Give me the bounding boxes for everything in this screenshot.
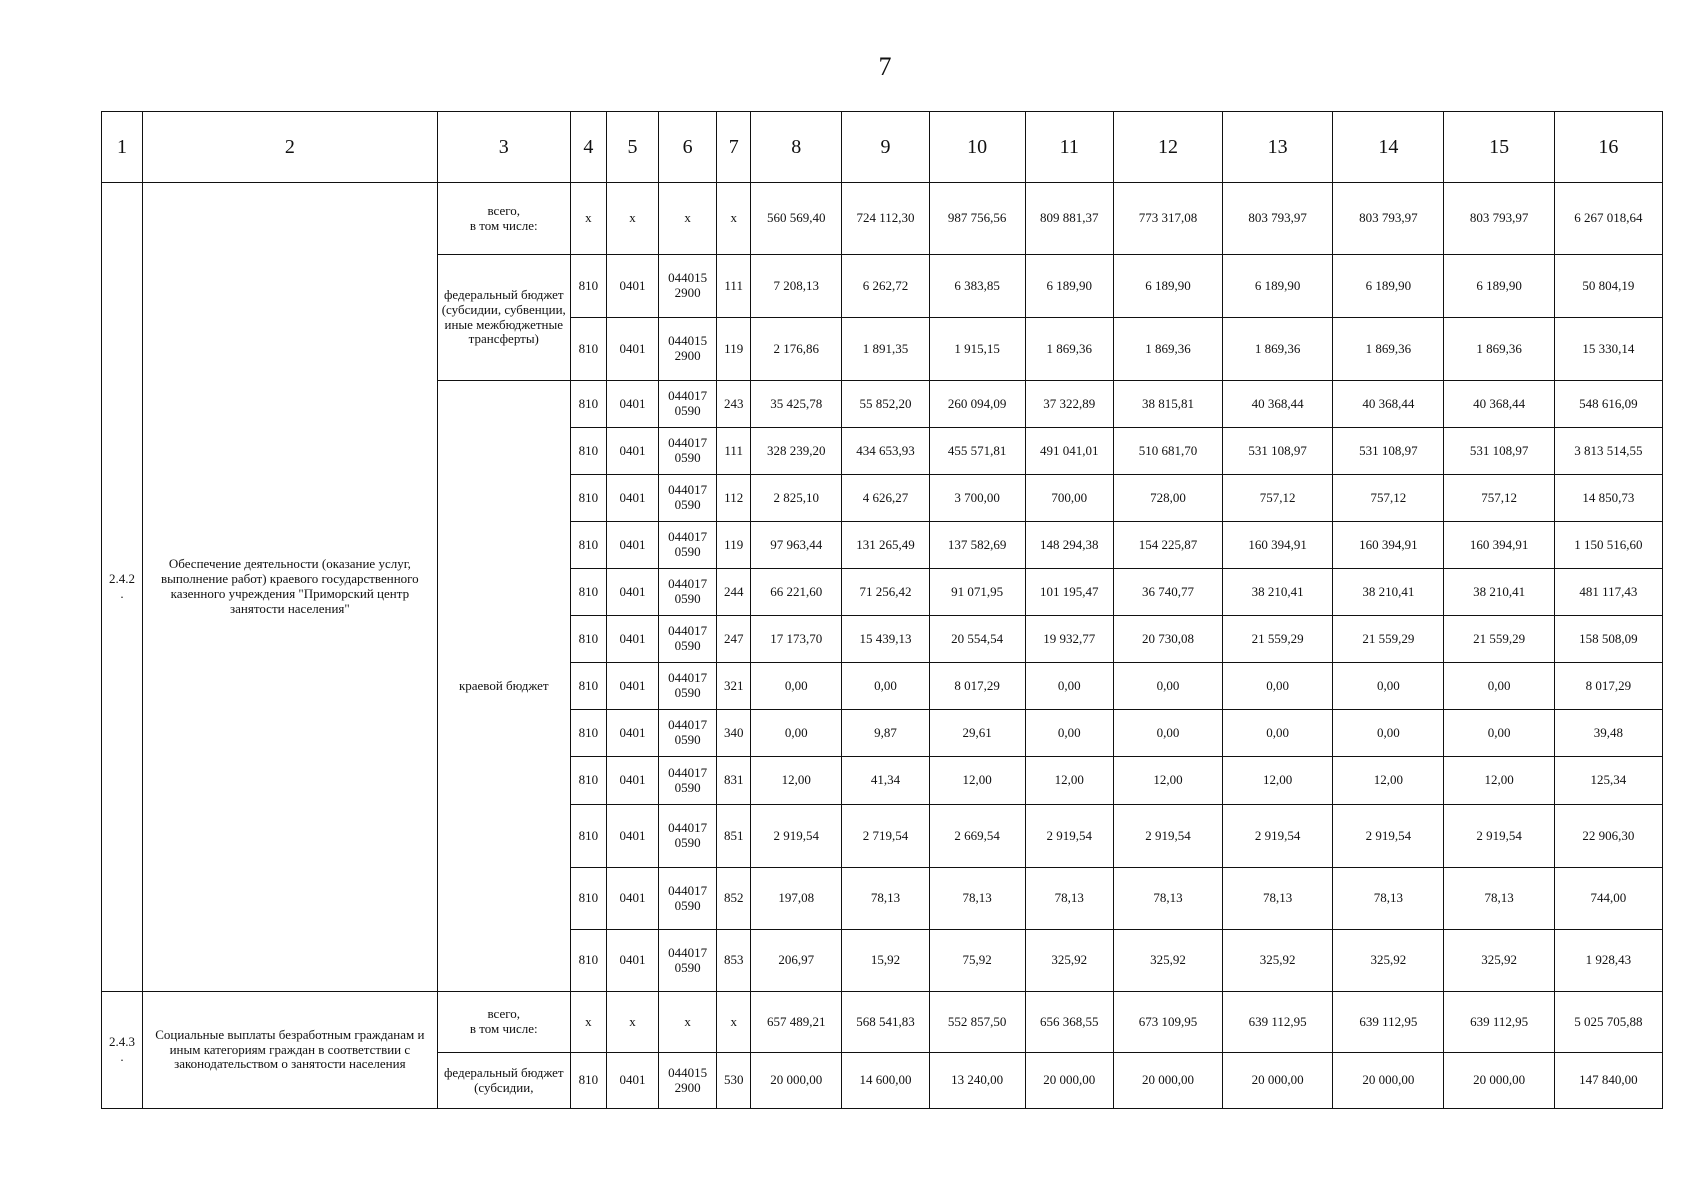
ministry-code: 810 xyxy=(570,318,606,381)
amount-cell: 20 000,00 xyxy=(751,1053,842,1109)
amount-cell: 510 681,70 xyxy=(1113,428,1222,475)
item-number-dot: . xyxy=(120,586,124,601)
expense-type-code: 119 xyxy=(717,522,751,569)
ministry-code: 810 xyxy=(570,428,606,475)
amount-cell: 0,00 xyxy=(1333,663,1444,710)
expense-type-code: 111 xyxy=(717,255,751,318)
amount-cell: 35 425,78 xyxy=(751,381,842,428)
expense-type-code: 244 xyxy=(717,569,751,616)
amount-cell: 2 919,54 xyxy=(1444,805,1554,868)
item-number-cell xyxy=(102,183,143,992)
ministry-code: 810 xyxy=(570,616,606,663)
amount-cell: 2 919,54 xyxy=(1025,805,1113,868)
amount-cell: 0,00 xyxy=(1113,710,1222,757)
amount-cell: 55 852,20 xyxy=(842,381,929,428)
section-code: 0401 xyxy=(606,805,658,868)
ministry-code: 810 xyxy=(570,868,606,930)
amount-cell: 154 225,87 xyxy=(1113,522,1222,569)
amount-cell: 40 368,44 xyxy=(1223,381,1333,428)
amount-cell: 15 330,14 xyxy=(1554,318,1662,381)
amount-cell: 434 653,93 xyxy=(842,428,929,475)
amount-cell: 8 017,29 xyxy=(1554,663,1662,710)
expense-type-code: 321 xyxy=(717,663,751,710)
column-header: 1 xyxy=(102,112,143,183)
amount-cell: 0,00 xyxy=(751,663,842,710)
amount-cell: 36 740,77 xyxy=(1113,569,1222,616)
target-article-code: x xyxy=(659,992,717,1053)
item-number-cell xyxy=(102,992,143,1109)
amount-cell: 325,92 xyxy=(1444,930,1554,992)
section-code: 0401 xyxy=(606,930,658,992)
column-header: 12 xyxy=(1113,112,1222,183)
column-header: 8 xyxy=(751,112,842,183)
expense-type-code: 243 xyxy=(717,381,751,428)
ministry-code: 810 xyxy=(570,522,606,569)
amount-cell: 491 041,01 xyxy=(1025,428,1113,475)
amount-cell: 531 108,97 xyxy=(1333,428,1444,475)
expense-type-code: 831 xyxy=(717,757,751,805)
amount-cell: 1 869,36 xyxy=(1025,318,1113,381)
amount-cell: 38 210,41 xyxy=(1444,569,1554,616)
amount-cell: 197,08 xyxy=(751,868,842,930)
amount-cell: 21 559,29 xyxy=(1444,616,1554,663)
amount-cell: 0,00 xyxy=(1025,663,1113,710)
column-header: 4 xyxy=(570,112,606,183)
amount-cell: 2 825,10 xyxy=(751,475,842,522)
amount-cell: 2 919,54 xyxy=(1333,805,1444,868)
amount-cell: 2 919,54 xyxy=(751,805,842,868)
amount-cell: 131 265,49 xyxy=(842,522,929,569)
amount-cell: 728,00 xyxy=(1113,475,1222,522)
section-code: 0401 xyxy=(606,757,658,805)
amount-cell: 12,00 xyxy=(1113,757,1222,805)
amount-cell: 0,00 xyxy=(1223,710,1333,757)
target-article-code: 044017 0590 xyxy=(659,569,717,616)
amount-cell: 206,97 xyxy=(751,930,842,992)
column-header: 15 xyxy=(1444,112,1554,183)
amount-cell: 19 932,77 xyxy=(1025,616,1113,663)
amount-cell: 78,13 xyxy=(842,868,929,930)
amount-cell: 1 869,36 xyxy=(1444,318,1554,381)
funding-source: федеральный бюджет (субсидии, xyxy=(437,1053,570,1109)
amount-cell: 673 109,95 xyxy=(1113,992,1222,1053)
target-article-code: x xyxy=(659,183,717,255)
ministry-code: 810 xyxy=(570,710,606,757)
amount-cell: 125,34 xyxy=(1554,757,1662,805)
amount-cell: 15,92 xyxy=(842,930,929,992)
column-header: 5 xyxy=(606,112,658,183)
amount-cell: 20 554,54 xyxy=(929,616,1025,663)
amount-cell: 39,48 xyxy=(1554,710,1662,757)
amount-cell: 6 189,90 xyxy=(1223,255,1333,318)
amount-cell: 12,00 xyxy=(1223,757,1333,805)
amount-cell: 21 559,29 xyxy=(1333,616,1444,663)
amount-cell: 8 017,29 xyxy=(929,663,1025,710)
amount-cell: 803 793,97 xyxy=(1333,183,1444,255)
ministry-code: 810 xyxy=(570,475,606,522)
amount-cell: 1 869,36 xyxy=(1333,318,1444,381)
amount-cell: 78,13 xyxy=(1223,868,1333,930)
amount-cell: 160 394,91 xyxy=(1223,522,1333,569)
amount-cell: 20 000,00 xyxy=(1223,1053,1333,1109)
amount-cell: 78,13 xyxy=(1333,868,1444,930)
column-header: 13 xyxy=(1223,112,1333,183)
amount-cell: 5 025 705,88 xyxy=(1554,992,1662,1053)
target-article-code: 044017 0590 xyxy=(659,710,717,757)
amount-cell: 12,00 xyxy=(751,757,842,805)
column-header: 2 xyxy=(143,112,438,183)
amount-cell: 657 489,21 xyxy=(751,992,842,1053)
amount-cell: 17 173,70 xyxy=(751,616,842,663)
amount-cell: 91 071,95 xyxy=(929,569,1025,616)
column-header: 16 xyxy=(1554,112,1662,183)
budget-table xyxy=(101,111,1663,1109)
amount-cell: 757,12 xyxy=(1333,475,1444,522)
amount-cell: 2 919,54 xyxy=(1113,805,1222,868)
target-article-code: 044015 2900 xyxy=(659,255,717,318)
expense-type-code: 852 xyxy=(717,868,751,930)
expense-type-code: 112 xyxy=(717,475,751,522)
column-header: 14 xyxy=(1333,112,1444,183)
amount-cell: 12,00 xyxy=(1025,757,1113,805)
amount-cell: 531 108,97 xyxy=(1223,428,1333,475)
section-code: 0401 xyxy=(606,255,658,318)
amount-cell: 6 189,90 xyxy=(1025,255,1113,318)
amount-cell: 41,34 xyxy=(842,757,929,805)
amount-cell: 148 294,38 xyxy=(1025,522,1113,569)
ministry-code: 810 xyxy=(570,1053,606,1109)
amount-cell: 560 569,40 xyxy=(751,183,842,255)
amount-cell: 6 267 018,64 xyxy=(1554,183,1662,255)
amount-cell: 724 112,30 xyxy=(842,183,929,255)
amount-cell: 97 963,44 xyxy=(751,522,842,569)
amount-cell: 6 189,90 xyxy=(1113,255,1222,318)
amount-cell: 0,00 xyxy=(1444,710,1554,757)
section-code: 0401 xyxy=(606,318,658,381)
amount-cell: 78,13 xyxy=(929,868,1025,930)
amount-cell: 552 857,50 xyxy=(929,992,1025,1053)
amount-cell: 14 850,73 xyxy=(1554,475,1662,522)
section-code: 0401 xyxy=(606,710,658,757)
amount-cell: 987 756,56 xyxy=(929,183,1025,255)
amount-cell: 6 189,90 xyxy=(1333,255,1444,318)
amount-cell: 40 368,44 xyxy=(1444,381,1554,428)
amount-cell: 6 262,72 xyxy=(842,255,929,318)
amount-cell: 6 189,90 xyxy=(1444,255,1554,318)
amount-cell: 38 210,41 xyxy=(1333,569,1444,616)
amount-cell: 260 094,09 xyxy=(929,381,1025,428)
ministry-code: x xyxy=(570,992,606,1053)
section-code: 0401 xyxy=(606,381,658,428)
target-article-code: 044015 2900 xyxy=(659,1053,717,1109)
amount-cell: 639 112,95 xyxy=(1223,992,1333,1053)
ministry-code: 810 xyxy=(570,663,606,710)
amount-cell: 66 221,60 xyxy=(751,569,842,616)
amount-cell: 14 600,00 xyxy=(842,1053,929,1109)
page-number: 7 xyxy=(878,52,892,81)
amount-cell: 13 240,00 xyxy=(929,1053,1025,1109)
amount-cell: 325,92 xyxy=(1025,930,1113,992)
target-article-code: 044017 0590 xyxy=(659,868,717,930)
amount-cell: 809 881,37 xyxy=(1025,183,1113,255)
amount-cell: 37 322,89 xyxy=(1025,381,1113,428)
amount-cell: 757,12 xyxy=(1223,475,1333,522)
amount-cell: 656 368,55 xyxy=(1025,992,1113,1053)
amount-cell: 1 869,36 xyxy=(1223,318,1333,381)
target-article-code: 044017 0590 xyxy=(659,930,717,992)
section-code: 0401 xyxy=(606,569,658,616)
amount-cell: 160 394,91 xyxy=(1444,522,1554,569)
ministry-code: 810 xyxy=(570,255,606,318)
expense-type-code: 111 xyxy=(717,428,751,475)
amount-cell: 50 804,19 xyxy=(1554,255,1662,318)
amount-cell: 20 000,00 xyxy=(1444,1053,1554,1109)
target-article-code: 044017 0590 xyxy=(659,616,717,663)
target-article-code: 044015 2900 xyxy=(659,318,717,381)
amount-cell: 481 117,43 xyxy=(1554,569,1662,616)
item-name: Социальные выплаты безработным гражданам и иным категориям граждан в соответствии с законодательством о занятости населения xyxy=(143,992,438,1109)
target-article-code: 044017 0590 xyxy=(659,757,717,805)
amount-cell: 0,00 xyxy=(1223,663,1333,710)
funding-source: краевой бюджет xyxy=(437,381,570,992)
section-code: 0401 xyxy=(606,616,658,663)
section-code: 0401 xyxy=(606,868,658,930)
target-article-code: 044017 0590 xyxy=(659,663,717,710)
amount-cell: 3 700,00 xyxy=(929,475,1025,522)
amount-cell: 160 394,91 xyxy=(1333,522,1444,569)
amount-cell: 700,00 xyxy=(1025,475,1113,522)
column-header: 10 xyxy=(929,112,1025,183)
amount-cell: 325,92 xyxy=(1333,930,1444,992)
section-code: x xyxy=(606,183,658,255)
section-code: 0401 xyxy=(606,475,658,522)
amount-cell: 158 508,09 xyxy=(1554,616,1662,663)
target-article-code: 044017 0590 xyxy=(659,805,717,868)
amount-cell: 548 616,09 xyxy=(1554,381,1662,428)
amount-cell: 20 000,00 xyxy=(1113,1053,1222,1109)
amount-cell: 78,13 xyxy=(1113,868,1222,930)
amount-cell: 21 559,29 xyxy=(1223,616,1333,663)
expense-type-code: 851 xyxy=(717,805,751,868)
target-article-code: 044017 0590 xyxy=(659,475,717,522)
expense-type-code: 247 xyxy=(717,616,751,663)
funding-source: всего, в том числе: xyxy=(437,992,570,1053)
amount-cell: 325,92 xyxy=(1223,930,1333,992)
amount-cell: 639 112,95 xyxy=(1333,992,1444,1053)
section-code: 0401 xyxy=(606,663,658,710)
amount-cell: 40 368,44 xyxy=(1333,381,1444,428)
amount-cell: 15 439,13 xyxy=(842,616,929,663)
column-header: 11 xyxy=(1025,112,1113,183)
amount-cell: 639 112,95 xyxy=(1444,992,1554,1053)
amount-cell: 773 317,08 xyxy=(1113,183,1222,255)
expense-type-code: 340 xyxy=(717,710,751,757)
amount-cell: 20 730,08 xyxy=(1113,616,1222,663)
amount-cell: 531 108,97 xyxy=(1444,428,1554,475)
amount-cell: 0,00 xyxy=(1333,710,1444,757)
ministry-code: 810 xyxy=(570,381,606,428)
table-row xyxy=(102,183,1663,255)
amount-cell: 1 891,35 xyxy=(842,318,929,381)
amount-cell: 1 869,36 xyxy=(1113,318,1222,381)
amount-cell: 12,00 xyxy=(929,757,1025,805)
item-number: 2.4.3 xyxy=(109,1034,136,1050)
amount-cell: 0,00 xyxy=(1025,710,1113,757)
section-code: 0401 xyxy=(606,428,658,475)
column-header: 6 xyxy=(659,112,717,183)
column-header: 3 xyxy=(437,112,570,183)
amount-cell: 38 210,41 xyxy=(1223,569,1333,616)
expense-type-code: x xyxy=(717,183,751,255)
table-row xyxy=(102,992,1663,1053)
amount-cell: 9,87 xyxy=(842,710,929,757)
amount-cell: 568 541,83 xyxy=(842,992,929,1053)
amount-cell: 147 840,00 xyxy=(1554,1053,1662,1109)
amount-cell: 137 582,69 xyxy=(929,522,1025,569)
amount-cell: 325,92 xyxy=(1113,930,1222,992)
item-number: 2.4.2 xyxy=(109,571,136,587)
amount-cell: 12,00 xyxy=(1333,757,1444,805)
amount-cell: 328 239,20 xyxy=(751,428,842,475)
amount-cell: 12,00 xyxy=(1444,757,1554,805)
amount-cell: 78,13 xyxy=(1444,868,1554,930)
amount-cell: 455 571,81 xyxy=(929,428,1025,475)
ministry-code: x xyxy=(570,183,606,255)
amount-cell: 0,00 xyxy=(1444,663,1554,710)
table-body xyxy=(102,112,1663,1109)
amount-cell: 2 176,86 xyxy=(751,318,842,381)
amount-cell: 78,13 xyxy=(1025,868,1113,930)
amount-cell: 803 793,97 xyxy=(1444,183,1554,255)
amount-cell: 1 928,43 xyxy=(1554,930,1662,992)
amount-cell: 2 919,54 xyxy=(1223,805,1333,868)
item-number-dot: . xyxy=(120,1049,124,1064)
amount-cell: 75,92 xyxy=(929,930,1025,992)
amount-cell: 6 383,85 xyxy=(929,255,1025,318)
section-code: 0401 xyxy=(606,1053,658,1109)
amount-cell: 1 150 516,60 xyxy=(1554,522,1662,569)
expense-type-code: 119 xyxy=(717,318,751,381)
expense-type-code: 853 xyxy=(717,930,751,992)
funding-source: федеральный бюджет (субсидии, субвенции, иные межбюджетные трансферты) xyxy=(437,255,570,381)
amount-cell: 0,00 xyxy=(751,710,842,757)
section-code: x xyxy=(606,992,658,1053)
ministry-code: 810 xyxy=(570,805,606,868)
ministry-code: 810 xyxy=(570,569,606,616)
amount-cell: 3 813 514,55 xyxy=(1554,428,1662,475)
target-article-code: 044017 0590 xyxy=(659,522,717,569)
amount-cell: 38 815,81 xyxy=(1113,381,1222,428)
amount-cell: 101 195,47 xyxy=(1025,569,1113,616)
amount-cell: 71 256,42 xyxy=(842,569,929,616)
amount-cell: 757,12 xyxy=(1444,475,1554,522)
target-article-code: 044017 0590 xyxy=(659,381,717,428)
expense-type-code: 530 xyxy=(717,1053,751,1109)
amount-cell: 0,00 xyxy=(842,663,929,710)
amount-cell: 4 626,27 xyxy=(842,475,929,522)
amount-cell: 744,00 xyxy=(1554,868,1662,930)
amount-cell: 29,61 xyxy=(929,710,1025,757)
amount-cell: 20 000,00 xyxy=(1025,1053,1113,1109)
ministry-code: 810 xyxy=(570,930,606,992)
amount-cell: 2 669,54 xyxy=(929,805,1025,868)
item-name: Обеспечение деятельности (оказание услуг, выполнение работ) краевого государственного казенного учреждения "Приморский центр занятости населения" xyxy=(143,183,438,992)
target-article-code: 044017 0590 xyxy=(659,428,717,475)
column-header: 7 xyxy=(717,112,751,183)
funding-source: всего, в том числе: xyxy=(437,183,570,255)
amount-cell: 0,00 xyxy=(1113,663,1222,710)
amount-cell: 7 208,13 xyxy=(751,255,842,318)
column-header: 9 xyxy=(842,112,929,183)
header-row xyxy=(102,112,1663,183)
expense-type-code: x xyxy=(717,992,751,1053)
section-code: 0401 xyxy=(606,522,658,569)
amount-cell: 22 906,30 xyxy=(1554,805,1662,868)
amount-cell: 1 915,15 xyxy=(929,318,1025,381)
amount-cell: 20 000,00 xyxy=(1333,1053,1444,1109)
amount-cell: 803 793,97 xyxy=(1223,183,1333,255)
ministry-code: 810 xyxy=(570,757,606,805)
amount-cell: 2 719,54 xyxy=(842,805,929,868)
